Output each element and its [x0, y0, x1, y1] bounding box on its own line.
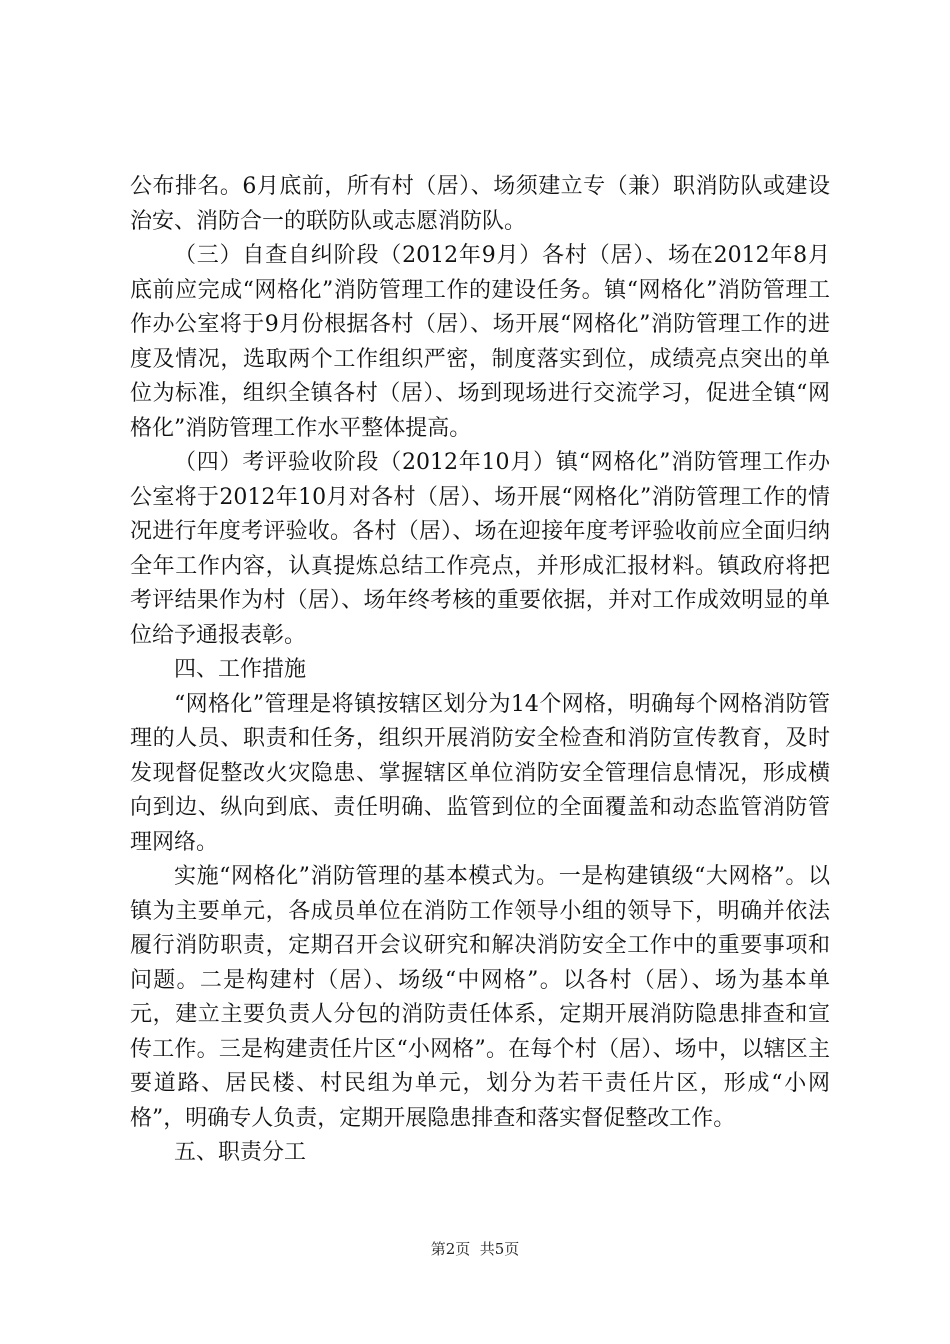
document-body: [130, 170, 830, 1171]
paragraph: 实施“网格化”消防管理的基本模式为。一是构建镇级“大网格”。以镇为主要单元，各成员单位在消防工作领导小组的领导下，明确并依法履行消防职责，定期召开会议研究和解决消防安全工作中的重要事项和问题。二是构建村（居）、场级“中网格”。以各村（居）、场为基本单元，建立主要负责人分包的消防责任体系，定期开展消防隐患排查和宣传工作。三是构建责任片区“小网格”。在每个村（居）、场中，以辖区主要道路、居民楼、村民组为单元，划分为若干责任片区，形成“小网格”，明确专人负责，定期开展隐患排查和落实督促整改工作。: [130, 864, 830, 1131]
page-number-footer: 第2页 共5页: [430, 1240, 520, 1258]
paragraph: （四）考评验收阶段（2012年10月）镇“网格化”消防管理工作办公室将于2012年10月对各村（居）、场开展“网格化”消防管理工作的情况进行年度考评验收。各村（居）、场在迎接年度考评验收前应全面归纳全年工作内容，认真提炼总结工作亮点，并形成汇报材料。镇政府将把考评结果作为村（居）、场年终考核的重要依据，并对工作成效明显的单位给予通报表彰。: [130, 450, 830, 648]
section-heading: 四、工作措施: [174, 657, 307, 682]
paragraph: 公布排名。6月底前，所有村（居）、场须建立专（兼）职消防队或建设治安、消防合一的联防队或志愿消防队。: [130, 174, 830, 234]
paragraph: “网格化”管理是将镇按辖区划分为14个网格，明确每个网格消防管理的人员、职责和任务，组织开展消防安全检查和消防宣传教育，及时发现督促整改火灾隐患、掌握辖区单位消防安全管理信息情况，形成横向到边、纵向到底、责任明确、监管到位的全面覆盖和动态监管消防管理网络。: [130, 691, 830, 855]
paragraph: （三）自查自纠阶段（2012年9月）各村（居）、场在2012年8月底前应完成“网格化”消防管理工作的建设任务。镇“网格化”消防管理工作办公室将于9月份根据各村（居）、场开展“网格化”消防管理工作的进度及情况，选取两个工作组织严密，制度落实到位，成绩亮点突出的单位为标准，组织全镇各村（居）、场到现场进行交流学习，促进全镇“网格化”消防管理工作水平整体提高。: [130, 243, 830, 441]
section-heading: 五、职责分工: [174, 1140, 307, 1165]
